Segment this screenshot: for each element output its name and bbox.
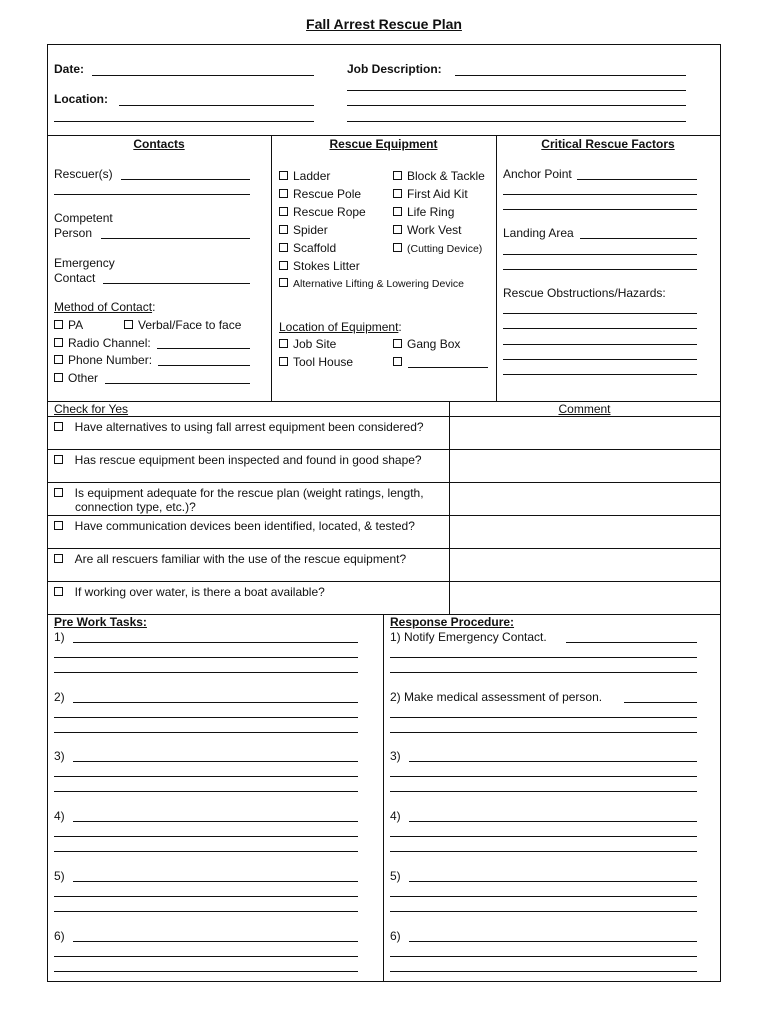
checkbox-tool-house[interactable] <box>279 355 353 369</box>
checklist-question: Have alternatives to using fall arrest equipment been considered? <box>74 420 424 434</box>
response-step-3-line2[interactable] <box>390 776 697 777</box>
response-step-4-number: 4) <box>390 809 401 823</box>
prework-task-1-number: 1) <box>54 630 65 644</box>
location-of-equipment-text: Location of Equipment <box>279 320 399 334</box>
job-description-line2[interactable] <box>347 90 686 91</box>
emergency-label-2: Contact <box>54 271 96 285</box>
response-step-4-field[interactable] <box>409 821 697 822</box>
prework-task-4-line3[interactable] <box>54 851 358 852</box>
checkbox-icon <box>54 521 63 530</box>
checkbox-icon <box>54 554 63 563</box>
checkbox-other-location[interactable] <box>393 355 407 369</box>
form-border-right <box>720 44 721 982</box>
checkbox-icon <box>279 189 288 198</box>
response-step-1-line2[interactable] <box>390 657 697 658</box>
checkbox-icon <box>279 357 288 366</box>
checklist-bottom-border <box>47 614 721 615</box>
prework-task-2-field[interactable] <box>73 702 358 703</box>
checklist-question: Is equipment adequate for the rescue plan (weight ratings, length, <box>74 486 424 500</box>
emergency-label-1: Emergency <box>54 256 115 270</box>
checkbox-icon <box>54 488 63 497</box>
anchor-point-line2[interactable] <box>503 194 697 195</box>
equipment-heading: Rescue Equipment <box>329 137 438 151</box>
anchor-point-label: Anchor Point <box>503 167 572 181</box>
checkbox-stokes-litter[interactable] <box>279 259 360 273</box>
landing-area-line2[interactable] <box>503 254 697 255</box>
checkbox-cutting-device[interactable] <box>393 242 482 256</box>
response-heading: Response Procedure: <box>390 615 515 629</box>
page-title: Fall Arrest Rescue Plan <box>306 16 462 32</box>
checkbox-ladder[interactable] <box>279 169 330 183</box>
factors-heading: Critical Rescue Factors <box>541 137 675 151</box>
row-divider-2 <box>47 482 721 483</box>
location-field[interactable] <box>119 105 314 106</box>
checkbox-icon <box>393 357 402 366</box>
competent-field[interactable] <box>101 238 250 239</box>
checkbox-icon <box>279 278 288 287</box>
checklist-item-6[interactable] <box>54 585 325 599</box>
job-description-line3[interactable] <box>347 105 686 106</box>
checkbox-icon <box>393 225 402 234</box>
checklist-header-divider <box>47 416 721 417</box>
rescuers-field[interactable] <box>121 179 250 180</box>
checklist-item-4[interactable] <box>54 519 415 533</box>
date-label: Date: <box>54 62 85 76</box>
response-step-3-line3[interactable] <box>390 791 697 792</box>
prework-task-3-line2[interactable] <box>54 776 358 777</box>
row-divider-5 <box>47 581 721 582</box>
response-step-5-field[interactable] <box>409 881 697 882</box>
stokes-litter-label: Stokes Litter <box>293 259 360 273</box>
response-step-3-field[interactable] <box>409 761 697 762</box>
form-border-left <box>47 44 48 982</box>
obstructions-line1[interactable] <box>503 313 697 314</box>
prework-task-3-line3[interactable] <box>54 791 358 792</box>
checklist-question: Are all rescuers familiar with the use of the rescue equipment? <box>74 552 407 566</box>
prework-task-2-line2[interactable] <box>54 717 358 718</box>
checkbox-icon <box>279 225 288 234</box>
prework-task-2-line3[interactable] <box>54 732 358 733</box>
checklist-question: Have communication devices been identified, located, & tested? <box>74 519 415 533</box>
checklist-item-1[interactable] <box>54 420 424 434</box>
competent-label-1: Competent <box>54 211 113 225</box>
prework-task-4-field[interactable] <box>73 821 358 822</box>
landing-area-field[interactable] <box>580 238 697 239</box>
checkbox-block-tackle[interactable] <box>393 169 485 183</box>
life-ring-label: Life Ring <box>407 205 455 219</box>
checkbox-first-aid[interactable] <box>393 187 468 201</box>
checkbox-icon <box>54 587 63 596</box>
radio-label: Radio Channel: <box>68 336 151 350</box>
block-tackle-label: Block & Tackle <box>407 169 485 183</box>
prework-task-1-field[interactable] <box>73 642 358 643</box>
phone-label: Phone Number: <box>68 353 153 367</box>
location-label: Location: <box>54 92 108 106</box>
checkbox-icon <box>54 320 63 329</box>
checkbox-rescue-pole[interactable] <box>279 187 361 201</box>
verbal-label: Verbal/Face to face <box>138 318 242 332</box>
contacts-heading: Contacts <box>133 137 185 151</box>
checklist-question: If working over water, is there a boat available? <box>74 585 325 599</box>
checkbox-icon <box>393 171 402 180</box>
job-description-field[interactable] <box>455 75 686 76</box>
column-divider-1 <box>271 135 272 402</box>
other-label: Other <box>68 371 99 385</box>
checkbox-verbal[interactable] <box>124 318 241 332</box>
response-step-1-line3[interactable] <box>390 672 697 673</box>
job-site-label: Job Site <box>293 337 337 351</box>
response-step-6-number: 6) <box>390 929 401 943</box>
rescuers-label: Rescuer(s) <box>54 167 113 181</box>
prework-task-2-number: 2) <box>54 690 65 704</box>
prework-task-1-line2[interactable] <box>54 657 358 658</box>
check-for-yes-header: Check for Yes <box>54 402 129 416</box>
checkbox-icon <box>393 243 402 252</box>
checkbox-work-vest[interactable] <box>393 223 461 237</box>
obstructions-line5[interactable] <box>503 374 697 375</box>
other-location-field[interactable] <box>408 367 488 368</box>
pa-label: PA <box>68 318 84 332</box>
checkbox-icon <box>393 339 402 348</box>
checkbox-icon <box>54 455 63 464</box>
response-step-2: 2) Make medical assessment of person. <box>390 690 603 704</box>
response-step-6-field[interactable] <box>409 941 697 942</box>
checkbox-icon <box>279 339 288 348</box>
checkbox-icon <box>54 422 63 431</box>
response-step-5-number: 5) <box>390 869 401 883</box>
tool-house-label: Tool House <box>293 355 354 369</box>
row-divider-1 <box>47 449 721 450</box>
method-of-contact-label <box>54 300 155 314</box>
column-divider-2 <box>496 135 497 402</box>
emergency-field[interactable] <box>103 283 250 284</box>
prework-heading: Pre Work Tasks: <box>54 615 147 629</box>
checkbox-icon <box>279 243 288 252</box>
obstructions-label: Rescue Obstructions/Hazards: <box>503 286 666 300</box>
prework-task-1-line3[interactable] <box>54 672 358 673</box>
response-step-6-line2[interactable] <box>390 956 697 957</box>
response-step-2-line2[interactable] <box>390 717 697 718</box>
checkbox-other[interactable] <box>54 371 98 385</box>
checklist-item-3[interactable] <box>54 486 424 500</box>
checklist-item-3-continued: connection type, etc.)? <box>75 500 196 514</box>
obstructions-line3[interactable] <box>503 344 697 345</box>
row-divider-4 <box>47 548 721 549</box>
checkbox-icon <box>124 320 133 329</box>
location-field-line2[interactable] <box>54 121 314 122</box>
alternative-device-label: Alternative Lifting & Lowering Device <box>293 278 465 290</box>
checkbox-gang-box[interactable] <box>393 337 460 351</box>
response-step-5-line2[interactable] <box>390 896 697 897</box>
rescue-pole-label: Rescue Pole <box>293 187 362 201</box>
checklist-item-2[interactable] <box>54 453 422 467</box>
radio-field[interactable] <box>157 348 250 349</box>
checklist-column-divider <box>449 401 450 614</box>
checkbox-icon <box>393 207 402 216</box>
competent-label-2: Person <box>54 226 93 240</box>
prework-task-6-number: 6) <box>54 929 65 943</box>
row-divider-3 <box>47 515 721 516</box>
checkbox-phone[interactable] <box>54 353 152 367</box>
other-field[interactable] <box>105 383 250 384</box>
date-field[interactable] <box>92 75 314 76</box>
section-divider <box>47 135 721 136</box>
prework-task-6-field[interactable] <box>73 941 358 942</box>
anchor-point-field[interactable] <box>577 179 697 180</box>
prework-task-3-field[interactable] <box>73 761 358 762</box>
prework-task-4-number: 4) <box>54 809 65 823</box>
checkbox-scaffold[interactable] <box>279 241 336 255</box>
checkbox-icon <box>54 355 63 364</box>
response-step-4-line2[interactable] <box>390 836 697 837</box>
form-border-top <box>47 44 721 45</box>
rescue-rope-label: Rescue Rope <box>293 205 366 219</box>
ladder-label: Ladder <box>293 169 331 183</box>
comment-header: Comment <box>558 402 611 416</box>
checkbox-icon <box>279 171 288 180</box>
bottom-column-divider <box>383 614 384 982</box>
prework-task-6-line2[interactable] <box>54 956 358 957</box>
response-step-5-line3[interactable] <box>390 911 697 912</box>
checkbox-icon <box>54 338 63 347</box>
method-of-contact-text: Method of Contact <box>54 300 153 314</box>
gang-box-label: Gang Box <box>407 337 461 351</box>
spider-label: Spider <box>293 223 328 237</box>
response-step-1: 1) Notify Emergency Contact. <box>390 630 547 644</box>
phone-field[interactable] <box>158 365 250 366</box>
checkbox-icon <box>279 261 288 270</box>
location-colon: : <box>398 320 402 334</box>
response-step-3-number: 3) <box>390 749 401 763</box>
prework-task-5-line3[interactable] <box>54 911 358 912</box>
response-step-6-line3[interactable] <box>390 971 697 972</box>
checkbox-radio[interactable] <box>54 336 151 350</box>
prework-task-5-field[interactable] <box>73 881 358 882</box>
cutting-device-label: (Cutting Device) <box>407 243 483 255</box>
response-step-2-field[interactable] <box>624 702 697 703</box>
response-step-1-field[interactable] <box>566 642 697 643</box>
checkbox-job-site[interactable] <box>279 337 336 351</box>
response-step-4-line3[interactable] <box>390 851 697 852</box>
landing-area-line3[interactable] <box>503 269 697 270</box>
scaffold-label: Scaffold <box>293 241 337 255</box>
prework-task-6-line3[interactable] <box>54 971 358 972</box>
prework-task-3-number: 3) <box>54 749 65 763</box>
checkbox-spider[interactable] <box>279 223 328 237</box>
checkbox-rescue-rope[interactable] <box>279 205 366 219</box>
prework-task-5-number: 5) <box>54 869 65 883</box>
prework-task-4-line2[interactable] <box>54 836 358 837</box>
first-aid-label: First Aid Kit <box>407 187 468 201</box>
checkbox-alternative-device[interactable] <box>279 277 464 291</box>
checkbox-icon <box>54 373 63 382</box>
response-step-2-line3[interactable] <box>390 732 697 733</box>
job-description-line4[interactable] <box>347 121 686 122</box>
location-of-equipment-label <box>279 320 402 334</box>
checkbox-life-ring[interactable] <box>393 205 454 219</box>
checklist-question: Has rescue equipment been inspected and found in good shape? <box>74 453 422 467</box>
checkbox-icon <box>393 189 402 198</box>
obstructions-line2[interactable] <box>503 328 697 329</box>
landing-area-label: Landing Area <box>503 226 574 240</box>
checkbox-icon <box>279 207 288 216</box>
rescuers-field-line2[interactable] <box>54 194 250 195</box>
work-vest-label: Work Vest <box>407 223 462 237</box>
anchor-point-line3[interactable] <box>503 209 697 210</box>
prework-task-5-line2[interactable] <box>54 896 358 897</box>
method-colon: : <box>152 300 156 314</box>
form-border-bottom <box>47 981 721 982</box>
checkbox-pa[interactable] <box>54 318 83 332</box>
obstructions-line4[interactable] <box>503 359 697 360</box>
job-description-label: Job Description: <box>347 62 442 76</box>
checklist-item-5[interactable] <box>54 552 406 566</box>
